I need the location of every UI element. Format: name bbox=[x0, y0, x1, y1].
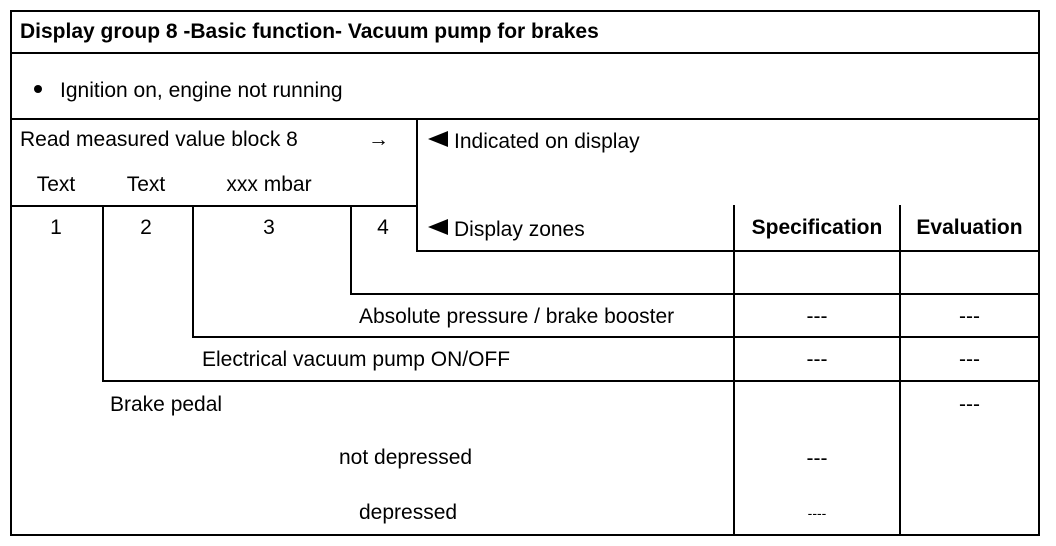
read-block-label: Read measured value block 8 bbox=[20, 128, 298, 151]
row-label-not-depressed: not depressed bbox=[339, 446, 473, 469]
row-spec-vacuum-pump: --- bbox=[806, 348, 828, 371]
row-eval-vacuum-pump: --- bbox=[959, 348, 980, 371]
field-type-1: Text bbox=[36, 173, 76, 196]
frame-right bbox=[1038, 10, 1040, 536]
row-spec-absolute-pressure: --- bbox=[806, 305, 828, 328]
rule-read-block-right bbox=[416, 118, 418, 252]
row-label-absolute-pressure: Absolute pressure / brake booster bbox=[359, 305, 675, 328]
zone-number-2: 2 bbox=[140, 216, 152, 239]
row-spec-not-depressed: --- bbox=[806, 447, 828, 470]
specification-header: Specification bbox=[751, 216, 883, 239]
pointer-triangle-icon bbox=[428, 131, 448, 147]
rule-zone-4 bbox=[350, 293, 1040, 295]
indicated-label: Indicated on display bbox=[454, 130, 640, 153]
frame-bottom bbox=[10, 534, 1040, 536]
display-zones-label: Display zones bbox=[454, 218, 585, 241]
field-type-3: xxx mbar bbox=[226, 173, 312, 196]
table-title: Display group 8 -Basic function- Vacuum pump for brakes bbox=[20, 20, 599, 43]
rule-zone-3 bbox=[192, 336, 1040, 338]
row-label-brake-pedal: Brake pedal bbox=[110, 393, 223, 416]
display-zones-header bbox=[428, 218, 585, 242]
evaluation-header: Evaluation bbox=[916, 216, 1023, 239]
frame-top bbox=[10, 10, 1040, 12]
frame-left bbox=[10, 10, 12, 536]
zone-number-3: 3 bbox=[263, 216, 275, 239]
condition-text: Ignition on, engine not running bbox=[60, 79, 343, 102]
rule-under-zones-header bbox=[416, 250, 1040, 252]
field-type-2: Text bbox=[126, 173, 166, 196]
row-eval-brake-pedal: --- bbox=[959, 393, 980, 416]
arrow-right-icon: → bbox=[368, 128, 389, 151]
rule-under-read-block bbox=[10, 205, 418, 207]
row-label-depressed: depressed bbox=[359, 501, 458, 524]
row-label-vacuum-pump: Electrical vacuum pump ON/OFF bbox=[202, 348, 511, 371]
zone-number-4: 4 bbox=[377, 216, 389, 239]
row-eval-absolute-pressure: --- bbox=[959, 305, 980, 328]
row-spec-depressed: ---- bbox=[807, 505, 827, 521]
rule-under-title bbox=[10, 52, 1040, 54]
pointer-triangle-icon bbox=[428, 219, 448, 235]
bullet-icon bbox=[34, 85, 42, 93]
rule-under-condition bbox=[10, 118, 1040, 120]
zone-number-1: 1 bbox=[50, 216, 62, 239]
indicated-on-display bbox=[428, 130, 640, 154]
